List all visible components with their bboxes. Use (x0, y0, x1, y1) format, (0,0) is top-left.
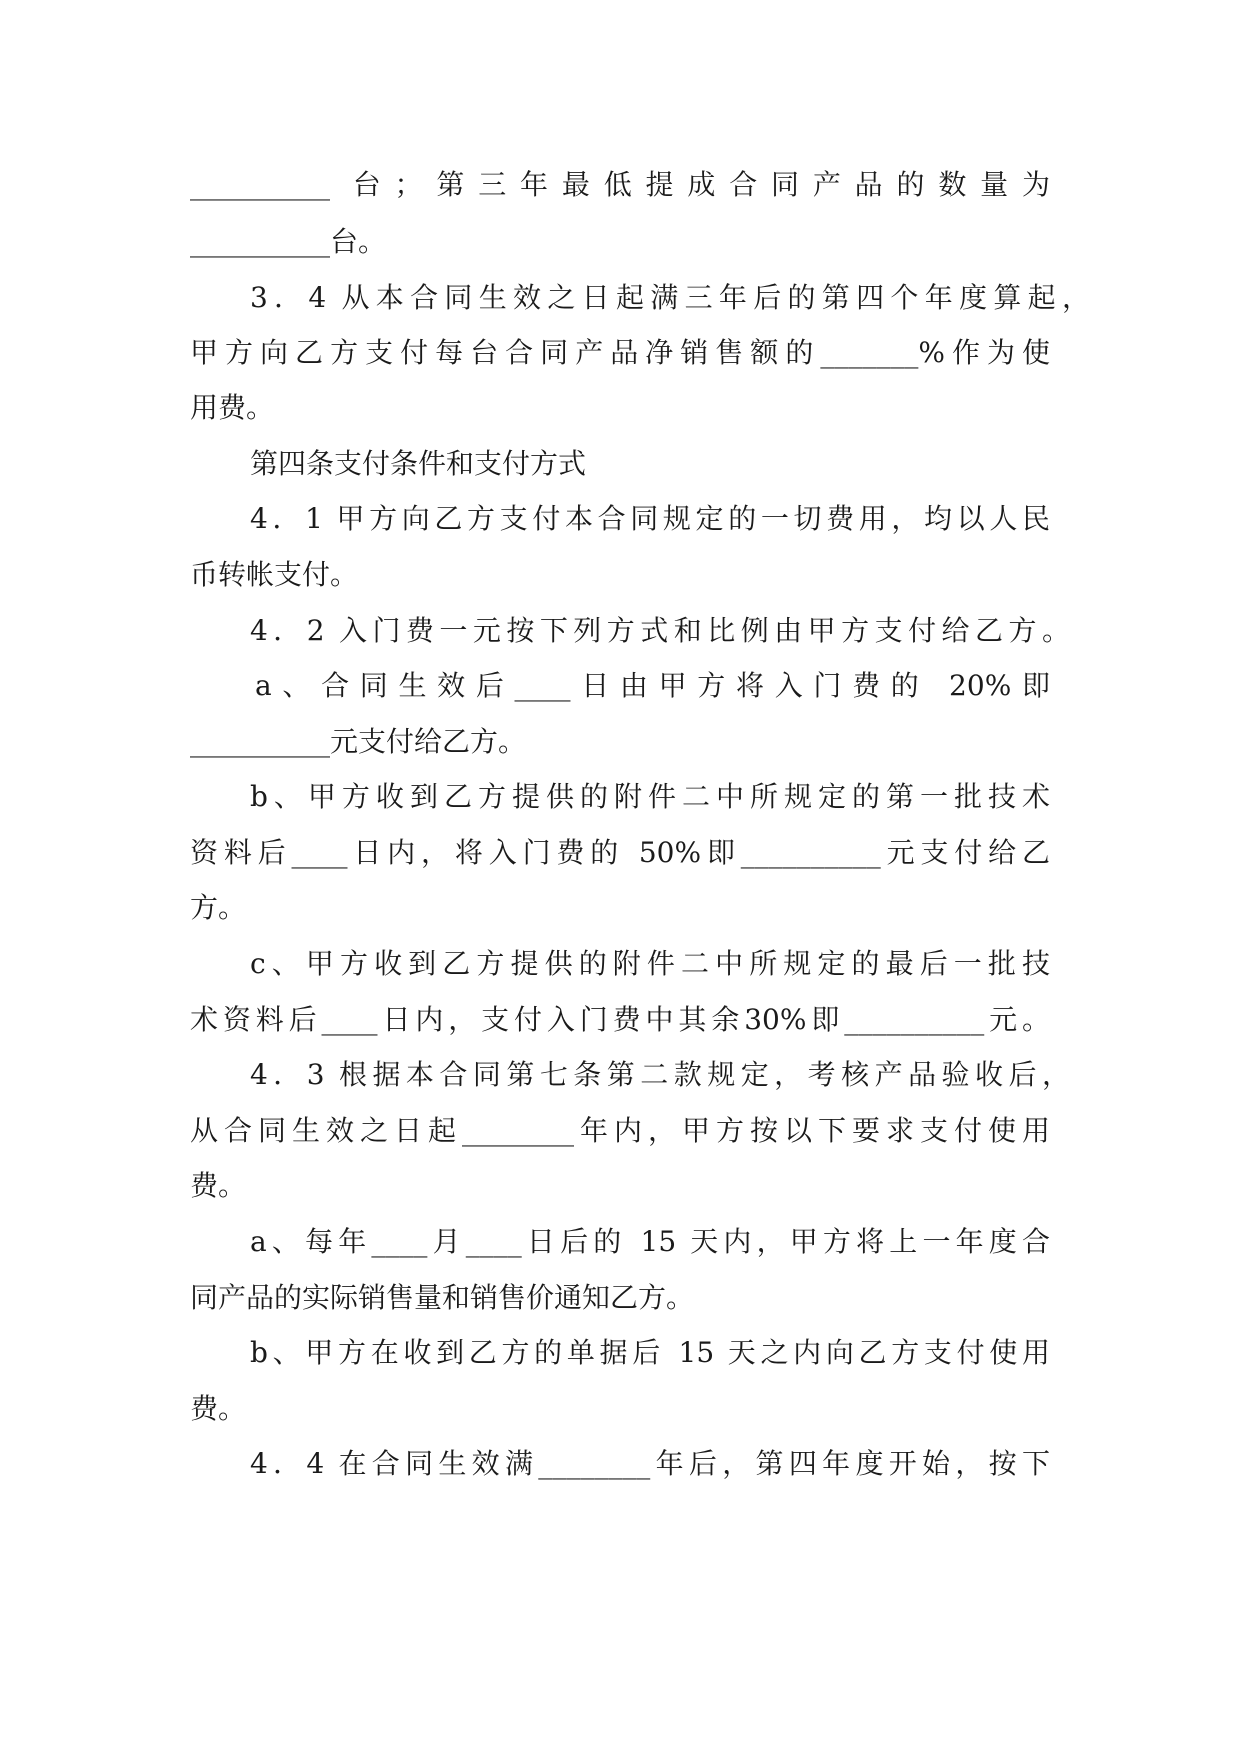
item-b-payment: b、甲方在收到乙方的单据后 15 天之内向乙方支付使用 (250, 1336, 1050, 1369)
paragraph-line: 费。 (190, 1392, 247, 1425)
paragraph-line: 方。 (190, 891, 247, 924)
article-4-title: 第四条支付条件和支付方式 (250, 447, 587, 480)
item-a-payment: a、每年____月____日后的 15 天内，甲方将上一年度合 (250, 1225, 1050, 1258)
paragraph-line: 币转帐支付。 (190, 558, 359, 591)
paragraph-line: 同产品的实际销售量和销售价通知乙方。 (190, 1281, 695, 1314)
paragraph-line: __________元支付给乙方。 (190, 725, 527, 758)
item-b: b、甲方收到乙方提供的附件二中所规定的第一批技术 (250, 780, 1050, 813)
item-a: a、合同生效后____日由甲方将入门费的 20%即 (255, 669, 1050, 702)
clause-4-3: 4．3 根据本合同第七条第二款规定，考核产品验收后， (250, 1058, 1070, 1091)
paragraph-line: 甲方向乙方支付每台合同产品净销售额的_______%作为使 (190, 336, 1050, 369)
paragraph-line: __________ 台；第三年最低提成合同产品的数量为 (190, 168, 1050, 201)
clause-3-4-heading: 3．4 从本合同生效之日起满三年后的第四个年度算起， (250, 281, 1090, 314)
paragraph-line: 费。 (190, 1169, 247, 1202)
paragraph-line: 术资料后____日内，支付入门费中其余30%即__________元。 (190, 1003, 1050, 1036)
clause-4-4: 4．4 在合同生效满________年后，第四年度开始，按下 (250, 1447, 1050, 1480)
clause-4-2: 4．2 入门费一元按下列方式和比例由甲方支付给乙方。 (250, 614, 1070, 647)
paragraph-line: 用费。 (190, 391, 275, 424)
item-c: c、甲方收到乙方提供的附件二中所规定的最后一批技 (250, 947, 1050, 980)
paragraph-line: 从合同生效之日起________年内，甲方按以下要求支付使用 (190, 1114, 1050, 1147)
clause-4-1: 4．1 甲方向乙方支付本合同规定的一切费用，均以人民 (250, 502, 1050, 535)
paragraph-line: __________台。 (190, 225, 387, 258)
paragraph-line: 资料后____日内，将入门费的 50%即__________元支付给乙 (190, 836, 1050, 869)
